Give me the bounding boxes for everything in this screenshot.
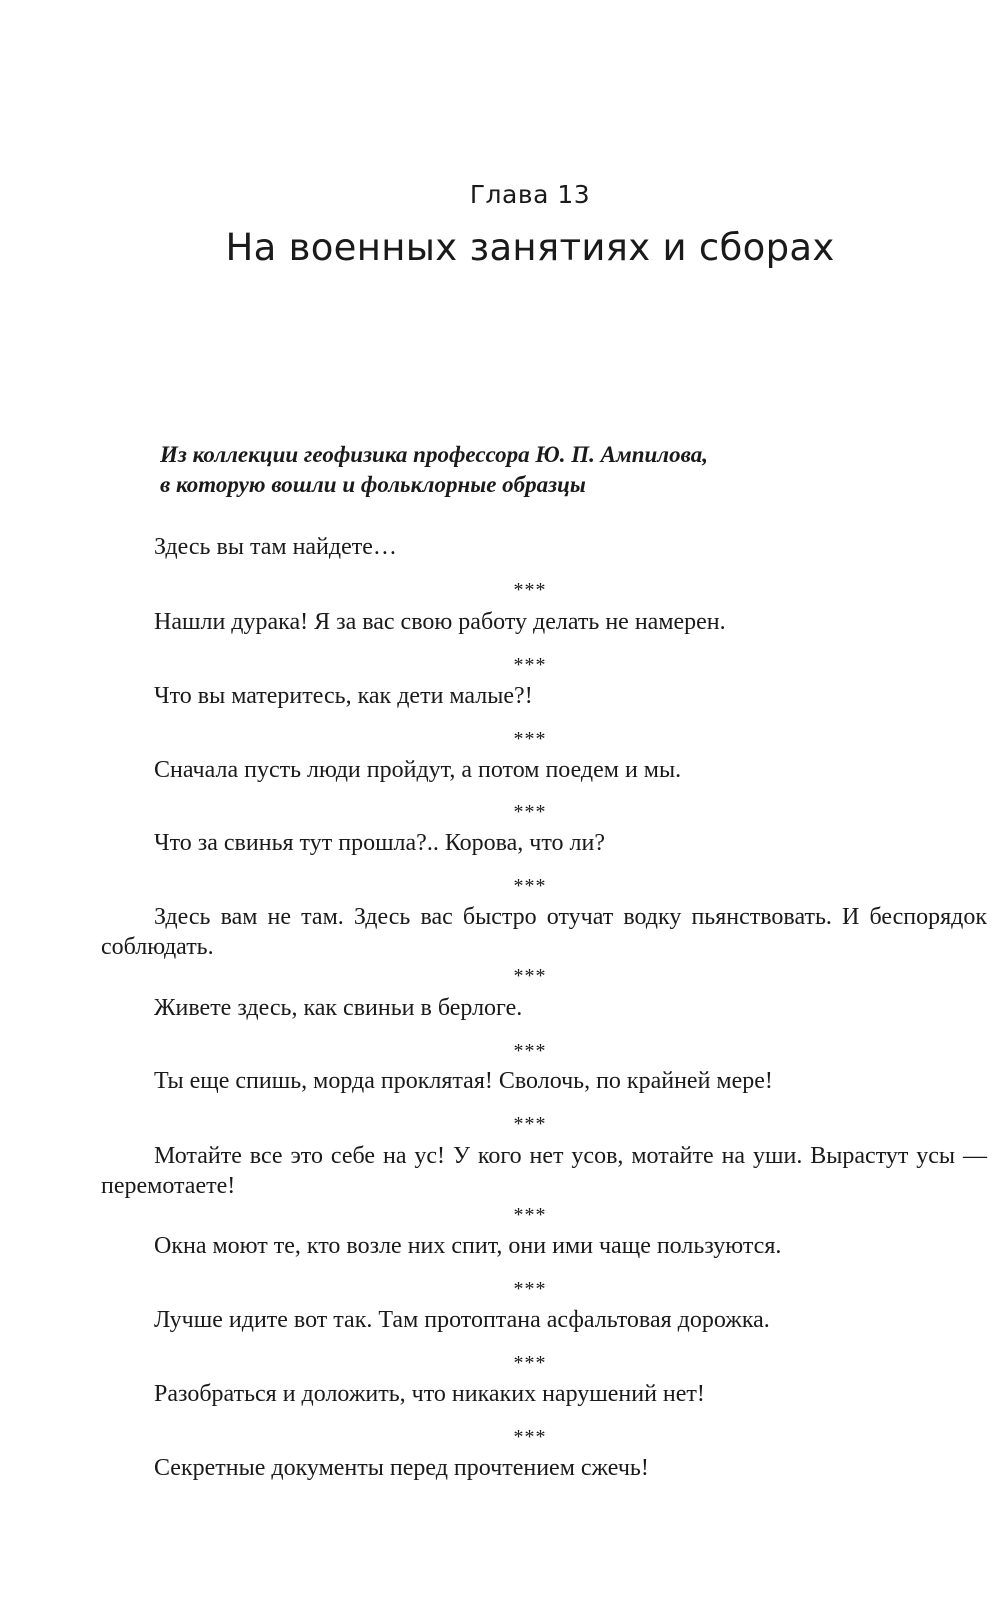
quote-item: Здесь вы там найдете… xyxy=(154,534,397,560)
quote-item: Мотайте все это себе на ус! У кого нет усов, мотайте на уши. Вырастут усы — перемотаете! xyxy=(101,1143,987,1199)
collection-intro-line-2: в которую вошли и фольклорные образцы xyxy=(160,472,586,497)
separator: *** xyxy=(513,875,547,897)
chapter-number: Глава 13 xyxy=(469,180,591,209)
quote-item: Лучше идите вот так. Там протоптана асфальтовая дорожка. xyxy=(154,1307,770,1333)
separator: *** xyxy=(513,801,547,823)
quote-item: Нашли дурака! Я за вас свою работу делать не намерен. xyxy=(154,609,726,635)
separator: *** xyxy=(513,1426,547,1448)
chapter-title: На военных занятиях и сборах xyxy=(225,226,835,269)
quote-item: Что за свинья тут прошла?.. Корова, что ли? xyxy=(154,830,606,856)
quote-item: Окна моют те, кто возле них спит, они ими чаще пользуются. xyxy=(154,1233,782,1259)
separator: *** xyxy=(513,965,547,987)
separator: *** xyxy=(513,1040,547,1062)
separator: *** xyxy=(513,654,547,676)
separator: *** xyxy=(513,1278,547,1300)
separator: *** xyxy=(513,579,547,601)
quote-item: Живете здесь, как свиньи в берлоге. xyxy=(154,995,523,1021)
quote-item: Ты еще спишь, морда проклятая! Сволочь, по крайней мере! xyxy=(154,1068,773,1094)
separator: *** xyxy=(513,1204,547,1226)
separator: *** xyxy=(513,1352,547,1374)
separator: *** xyxy=(513,1113,547,1135)
separator: *** xyxy=(513,728,547,750)
quote-item: Секретные документы перед прочтением сжечь! xyxy=(154,1455,649,1481)
quote-item: Сначала пусть люди пройдут, а потом поедем и мы. xyxy=(154,757,682,783)
collection-intro-line-1: Из коллекции геофизика профессора Ю. П. Ампилова, xyxy=(160,442,708,467)
quote-item: Что вы материтесь, как дети малые?! xyxy=(154,683,533,709)
quote-item: Здесь вам не там. Здесь вас быстро отучат водку пьянствовать. И беспорядок соблюдать. xyxy=(101,904,987,960)
quote-item: Разобраться и доложить, что никаких нарушений нет! xyxy=(154,1381,705,1407)
